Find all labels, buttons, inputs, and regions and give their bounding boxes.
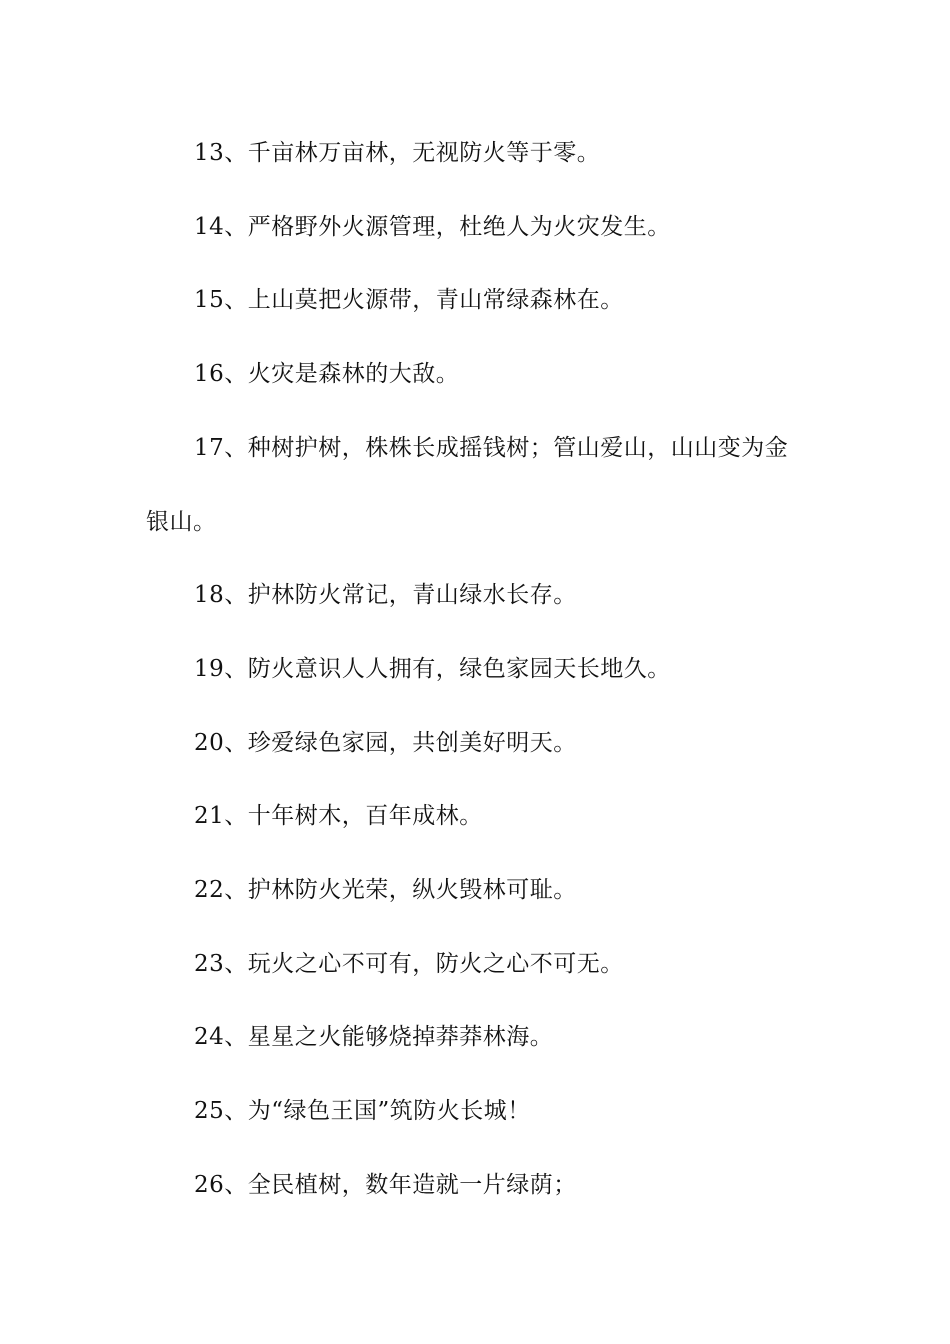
paragraph-25: 25、为“绿色王国”筑防火长城！ bbox=[194, 1098, 531, 1125]
paragraph-21: 21、十年树木，百年成林。 bbox=[194, 803, 483, 830]
paragraph-17: 17、种树护树，株株长成摇钱树；管山爱山，山山变为金银山。 bbox=[146, 434, 789, 535]
paragraph-24: 24、星星之火能够烧掉莽莽林海。 bbox=[194, 1024, 554, 1051]
paragraph-14: 14、严格野外火源管理，杜绝人为火灾发生。 bbox=[194, 213, 671, 240]
paragraph-20: 20、珍爱绿色家园，共创美好明天。 bbox=[194, 729, 577, 756]
paragraph-22: 22、护林防火光荣，纵火毁林可耻。 bbox=[194, 877, 577, 904]
paragraph-23: 23、玩火之心不可有，防火之心不可无。 bbox=[194, 950, 624, 977]
paragraph-18: 18、护林防火常记，青山绿水长存。 bbox=[194, 582, 577, 609]
paragraph-13: 13、千亩林万亩林，无视防火等于零。 bbox=[194, 140, 601, 166]
paragraph-19: 19、防火意识人人拥有，绿色家园天长地久。 bbox=[194, 655, 671, 682]
paragraph-26: 26、全民植树，数年造就一片绿荫； bbox=[194, 1171, 577, 1198]
paragraph-16: 16、火灾是森林的大敌。 bbox=[194, 361, 460, 388]
paragraph-15: 15、上山莫把火源带，青山常绿森林在。 bbox=[194, 287, 624, 314]
document-body bbox=[146, 117, 806, 1223]
